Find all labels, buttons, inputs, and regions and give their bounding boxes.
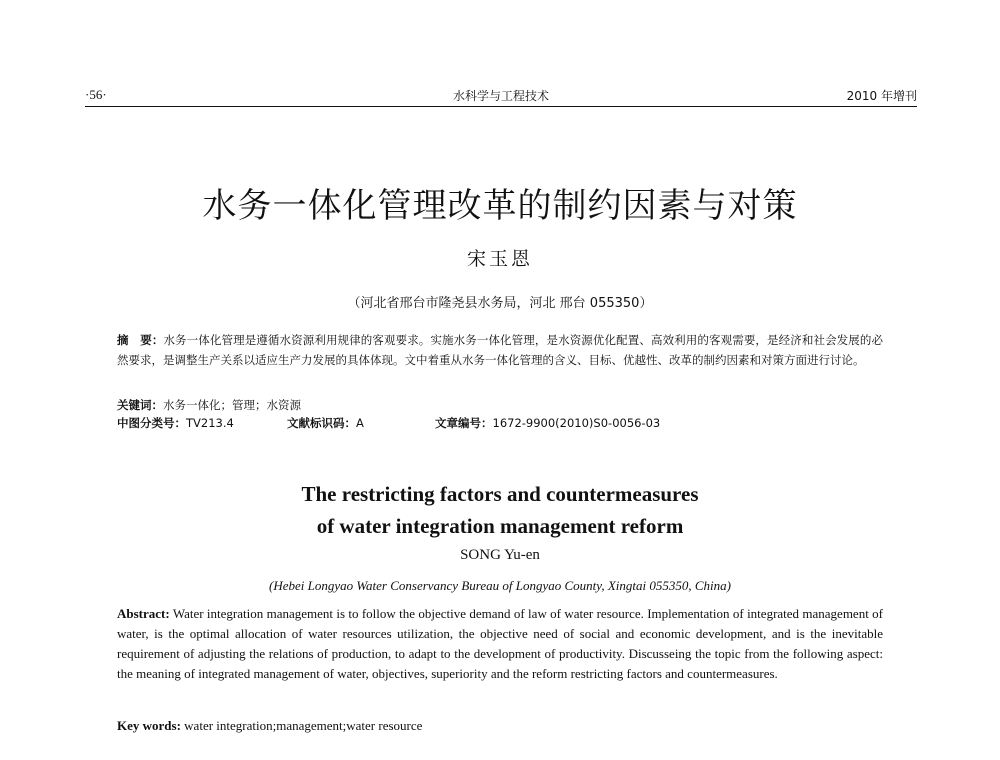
english-abstract-text: Water integration management is to follow the objective demand of law of water resource. Implementation of integrated management of water, is the optimal allocation of water resources utilization, the objective need of social and economic development, and is the inevitable requirement of adjusting the relations of production, to adapt to the development of productivity. Discusseing the topic from the following aspect: the meaning of integrated management of water, objectives, superiority and the reform restricting factors and countermeasures.: [117, 606, 884, 681]
issue-label: 2010 年增刊: [846, 89, 917, 103]
doc-code-value: A: [356, 416, 364, 430]
english-author: SONG Yu-en: [460, 547, 540, 563]
page-number: ·56·: [85, 87, 107, 102]
doc-code-label: 文献标识码：: [287, 416, 356, 430]
running-header: [85, 84, 917, 106]
chinese-title: 水务一体化管理改革的制约因素与对策: [202, 186, 798, 226]
english-title-line2: of water integration management reform: [316, 514, 684, 538]
chinese-meta: [117, 396, 883, 432]
english-affiliation: (Hebei Longyao Water Conservancy Bureau of Longyao County, Xingtai 055350, China): [269, 578, 731, 593]
chinese-abstract-text: 水务一体化管理是遵循水资源利用规律的客观要求。实施水务一体化管理，是水资源优化配置、高效利用的客观需要，是经济和社会发展的必然要求，是调整生产关系以适应生产力发展的具体体现。文中着重从水务一体化管理的含义、目标、优越性、改革的制约因素和对策方面进行讨论。: [117, 333, 883, 367]
english-title-line1: The restricting factors and countermeasures: [301, 482, 699, 506]
chinese-abstract: [117, 330, 883, 370]
english-title: [0, 478, 1000, 542]
chinese-keywords-label: 关键词：: [117, 398, 163, 412]
chinese-keywords-text: 水务一体化；管理；水资源: [163, 398, 301, 412]
chinese-affiliation: （河北省邢台市隆尧县水务局，河北 邢台 055350）: [347, 296, 653, 311]
english-abstract-label: Abstract:: [117, 606, 170, 621]
journal-name: 水科学与工程技术: [452, 89, 549, 103]
article-no-value: 1672-9900(2010)S0-0056-03: [492, 416, 661, 430]
english-abstract: [117, 604, 883, 684]
chinese-author: 宋玉恩: [466, 248, 533, 270]
english-keywords-label: Key words:: [117, 718, 181, 733]
english-keywords: [117, 718, 422, 734]
chinese-abstract-label: 摘 要：: [117, 333, 164, 347]
keywords-row: [117, 396, 883, 414]
article-no-label: 文章编号：: [435, 416, 493, 430]
clc-label: 中图分类号：: [117, 416, 186, 430]
classification-row: [117, 414, 883, 432]
header-rule: [85, 106, 917, 107]
clc-value: TV213.4: [186, 416, 234, 430]
english-keywords-text: water integration;management;water resource: [184, 718, 423, 733]
